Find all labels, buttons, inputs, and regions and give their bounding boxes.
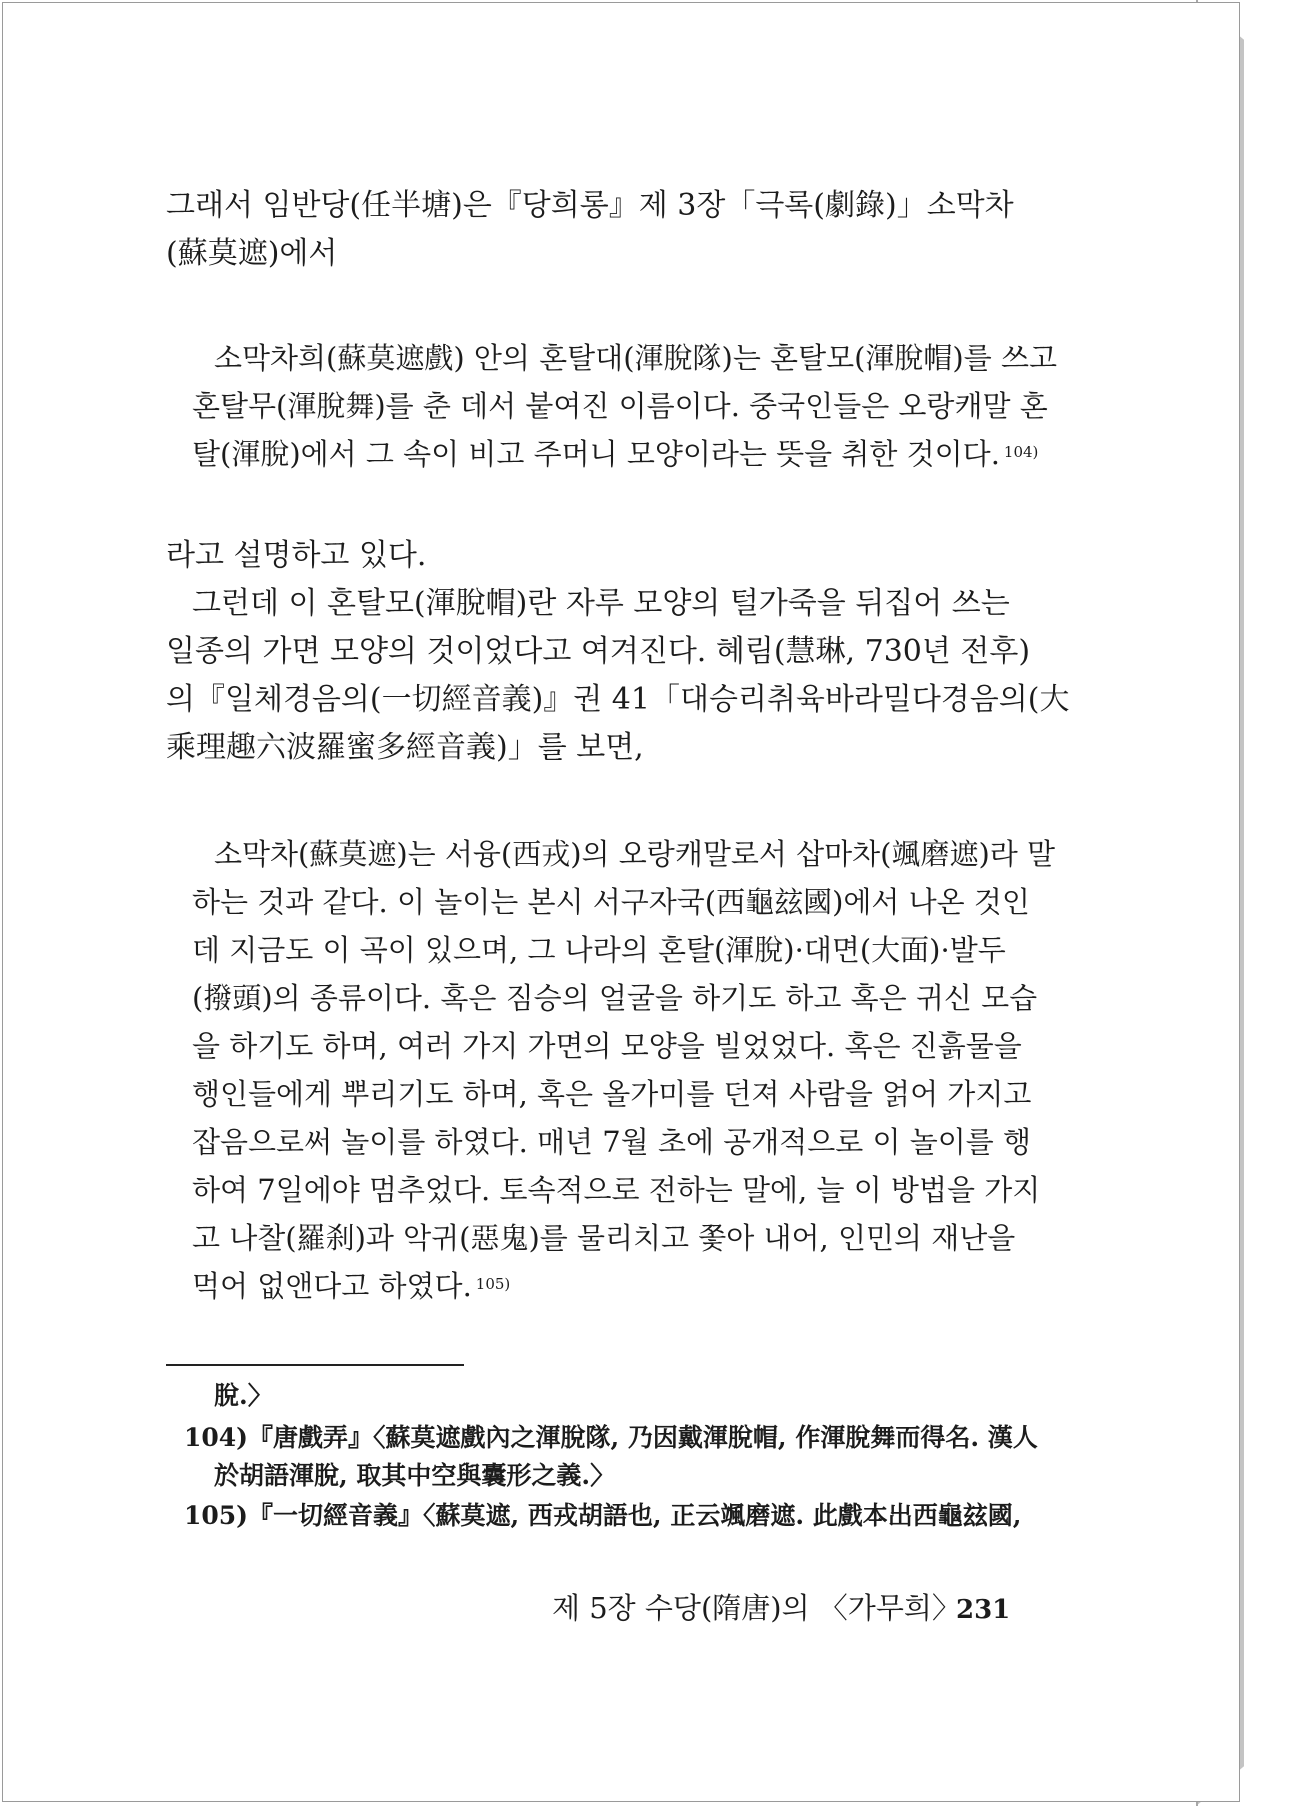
quote-line: 잡음으로써 놀이를 하였다. 매년 7월 초에 공개적으로 이 놀이를 행	[192, 1125, 1031, 1159]
quote-line	[192, 1268, 510, 1304]
quote-line: 소막차(蘇莫遮)는 서융(西戎)의 오랑캐말로서 삽마차(颯磨遮)라 말	[214, 837, 1056, 871]
footnote-ref[interactable]: 105)	[475, 1275, 511, 1293]
quote-line: 혼탈무(渾脫舞)를 춘 데서 붙여진 이름이다. 중국인들은 오랑캐말 혼	[192, 389, 1048, 423]
quote-line: 하는 것과 같다. 이 놀이는 본시 서구자국(西龜玆國)에서 나온 것인	[192, 885, 1030, 919]
quote-line: 을 하기도 하며, 여러 가지 가면의 모양을 빌었었다. 혹은 진흙물을	[192, 1029, 1022, 1063]
body-line: 乘理趣六波羅蜜多經音義)」를 보면,	[166, 730, 644, 765]
page-number: 231	[956, 1595, 1011, 1625]
body-line: 그래서 임반당(任半塘)은『당희롱』제 3장「극록(劇錄)」소막차	[166, 188, 1014, 223]
footnote-continuation: 脫.〉	[214, 1381, 273, 1410]
quote-line: 행인들에게 뿌리기도 하며, 혹은 올가미를 던져 사람을 얽어 가지고	[192, 1077, 1032, 1111]
quote-line: (撥頭)의 종류이다. 혹은 짐승의 얼굴을 하기도 하고 혹은 귀신 모습	[192, 981, 1038, 1015]
body-line: 라고 설명하고 있다.	[166, 538, 427, 573]
footnote-rule	[166, 1364, 464, 1366]
quote-line: 하여 7일에야 멈추었다. 토속적으로 전하는 말에, 늘 이 방법을 가지	[192, 1173, 1041, 1207]
footnote-105: 105)『一切經音義』〈蘇莫遮, 西戎胡語也, 正云颯磨遮. 此戲本出西龜玆國,	[184, 1501, 1022, 1530]
body-line: 그런데 이 혼탈모(渾脫帽)란 자루 모양의 털가죽을 뒤집어 쓰는	[192, 586, 1010, 621]
quote-line	[192, 436, 1038, 472]
quote-line: 고 나찰(羅刹)과 악귀(惡鬼)를 물리치고 쫓아 내어, 인민의 재난을	[192, 1221, 1016, 1255]
footnote-ref[interactable]: 104)	[1003, 443, 1039, 461]
quote-line-text: 먹어 없앤다고 하였다.	[192, 1269, 472, 1303]
footnote-104: 104)『唐戲弄』〈蘇莫遮戲內之渾脫隊, 乃因戴渾脫帽, 作渾脫舞而得名. 漢人	[184, 1423, 1038, 1452]
quote-line-text: 탈(渾脫)에서 그 속이 비고 주머니 모양이라는 뜻을 취한 것이다.	[192, 437, 1000, 471]
body-line: 일종의 가면 모양의 것이었다고 여겨진다. 혜림(慧琳, 730년 전후)	[166, 634, 1031, 669]
quote-line: 데 지금도 이 곡이 있으며, 그 나라의 혼탈(渾脫)·대면(大面)·발두	[192, 933, 1006, 967]
quote-line: 소막차희(蘇莫遮戲) 안의 혼탈대(渾脫隊)는 혼탈모(渾脫帽)를 쓰고	[214, 341, 1057, 375]
footnote-104-cont: 於胡語渾脫, 取其中空與囊形之義.〉	[214, 1461, 616, 1490]
body-line: (蘇莫遮)에서	[166, 236, 338, 271]
running-footer-title: 제 5장 수당(隋唐)의 〈가무희〉	[552, 1591, 961, 1625]
body-line: 의『일체경음의(一切經音義)』권 41「대승리취육바라밀다경음의(大	[166, 682, 1070, 717]
